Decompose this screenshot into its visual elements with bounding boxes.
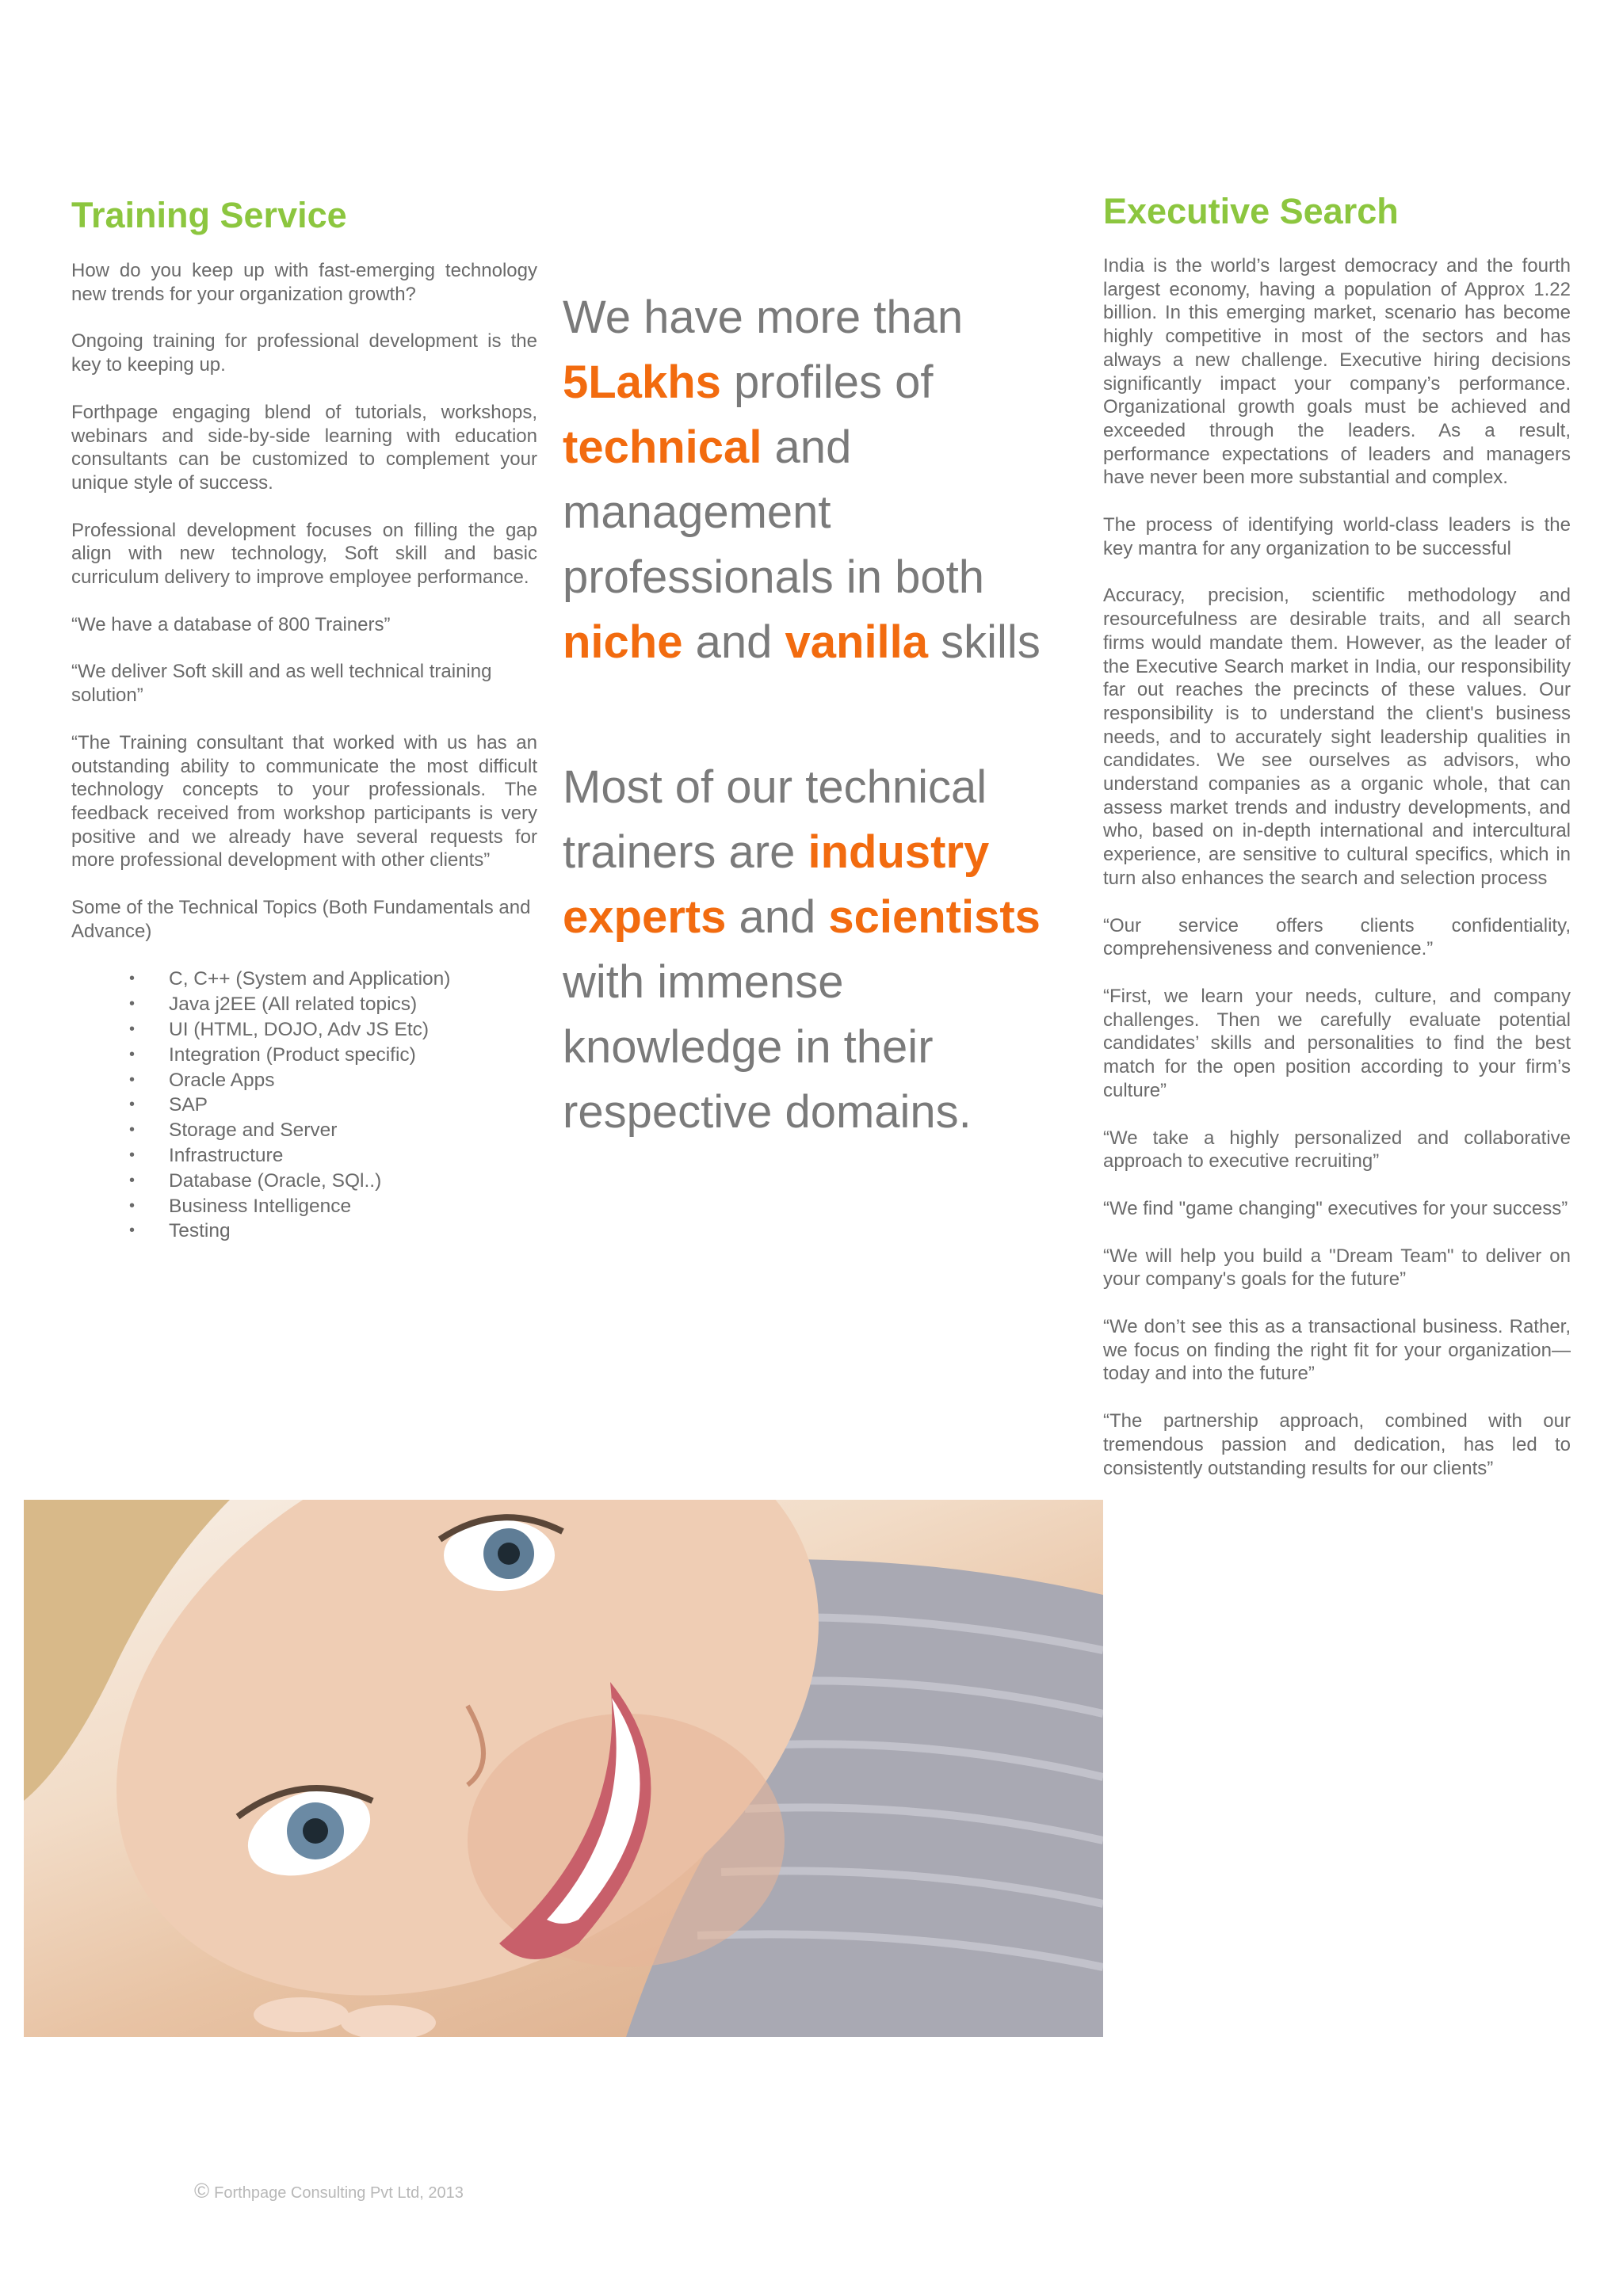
executive-paragraph: India is the world’s largest democracy and the fourth largest economy, having a population of Approx 1.22 billion. In this emerging market, scenario has become highly competitive in most of the sectors and has always a new challenge. Executive hiring decisions significantly impact your company’s performance. Organizational growth goals must be achieved and exceeded through the leaders. As a result, performance expectations of leaders and managers have never been more substantial and complex. <box>1103 255 1571 489</box>
copyright-footer <box>194 2179 464 2203</box>
executive-quote: “First, we learn your needs, culture, and company challenges. Then we carefully evaluate potential candidates’ skills and personalities to find the best match for the open position according to your firm’s culture” <box>1103 985 1571 1101</box>
bullet-icon: • <box>129 1196 136 1215</box>
topics-intro: Some of the Technical Topics (Both Fundamentals and Advance) <box>71 897 531 942</box>
list-item: • Testing <box>71 1219 537 1244</box>
profiles-statement: We have more than 5Lakhs profiles of technical and management professionals in both niche and vanilla skills <box>563 292 1041 668</box>
highlight-scientists: scientists <box>828 891 1041 943</box>
executive-search-title: Executive Search <box>1103 191 1399 231</box>
training-quote: “We have a database of 800 Trainers” <box>71 613 391 635</box>
trainers-statement: Most of our technical trainers are industry experts and scientists with immense knowledge in their respective domains. <box>563 761 1041 1138</box>
training-paragraph: Professional development focuses on filling the gap align with new technology, Soft skill and basic curriculum delivery to improve employee performance. <box>71 519 537 589</box>
highlight-niche: niche <box>563 616 683 668</box>
list-item: • Oracle Apps <box>71 1068 537 1093</box>
list-item: • Java j2EE (All related topics) <box>71 992 537 1017</box>
training-paragraph: Forthpage engaging blend of tutorials, workshops, webinars and side-by-side learning with education consultants can be customized to complement your unique style of success. <box>71 401 537 494</box>
list-item: • Business Intelligence <box>71 1194 537 1219</box>
list-item: • Database (Oracle, SQl..) <box>71 1169 537 1194</box>
training-paragraph: Ongoing training for professional development is the key to keeping up. <box>71 330 537 376</box>
training-paragraph: How do you keep up with fast-emerging technology new trends for your organization growth? <box>71 260 537 305</box>
training-quote: “The Training consultant that worked with us has an outstanding ability to communicate the most difficult technology concepts to your professionals. The feedback received from workshop participants is very positive and we already have several requests for more professional development with other clients” <box>71 731 537 871</box>
executive-quote: “We find "game changing" executives for your success” <box>1103 1197 1568 1219</box>
training-quote: “We deliver Soft skill and as well technical training solution” <box>71 661 492 707</box>
portrait-illustration <box>24 1500 1103 2037</box>
highlight-technical: technical <box>563 421 762 473</box>
training-service-column <box>71 194 537 1244</box>
copyright-icon: © <box>194 2179 210 2203</box>
list-item: • SAP <box>71 1093 537 1118</box>
bullet-icon: • <box>129 970 136 988</box>
list-item: • Storage and Server <box>71 1118 537 1143</box>
bullet-icon: • <box>129 995 136 1013</box>
executive-quote: “We don’t see this as a transactional business. Rather, we focus on finding the right fit for your organization—today and into the future” <box>1103 1316 1571 1385</box>
executive-search-column <box>1103 190 1571 1504</box>
executive-paragraph: Accuracy, precision, scientific methodology and resourcefulness are desirable traits, and all search firms would mandate them. However, as the leader of the Executive Search market in India, our responsibility far out reaches the precincts of these values. Our responsibility is to understand the client's business needs, and to accurately sight leadership qualities in candidates. We see ourselves as advisors, who understand companies as a organic whole, that can assess market trends and industry developments, and who, based on in-depth international and intercultural experience, are sensitive to cultural specifics, which in turn also enhances the search and selection process <box>1103 585 1571 889</box>
bullet-icon: • <box>129 1121 136 1139</box>
list-item: • UI (HTML, DOJO, Adv JS Etc) <box>71 1017 537 1043</box>
bullet-icon: • <box>129 1020 136 1039</box>
bullet-icon: • <box>129 1045 136 1063</box>
bullet-icon: • <box>129 1222 136 1240</box>
executive-quote: “We will help you build a "Dream Team" to deliver on your company's goals for the future” <box>1103 1245 1571 1291</box>
bullet-icon: • <box>129 1146 136 1165</box>
highlight-vanilla: vanilla <box>785 616 929 668</box>
bullet-icon: • <box>129 1096 136 1114</box>
list-item: • Infrastructure <box>71 1143 537 1169</box>
highlight-column <box>563 285 1070 1145</box>
list-item: • C, C++ (System and Application) <box>71 967 537 992</box>
list-item: • Integration (Product specific) <box>71 1043 537 1068</box>
bullet-icon: • <box>129 1070 136 1089</box>
copyright-text: Forthpage Consulting Pvt Ltd, 2013 <box>214 2184 464 2202</box>
executive-quote: “Our service offers clients confidentiality, comprehensiveness and convenience.” <box>1103 914 1571 960</box>
highlight-5lakhs: 5Lakhs <box>563 357 721 408</box>
executive-quote: “The partnership approach, combined with our tremendous passion and dedication, has led to consistently outstanding results for our clients” <box>1103 1410 1571 1479</box>
executive-paragraph: The process of identifying world-class leaders is the key mantra for any organization to be successful <box>1103 514 1571 559</box>
technical-topics-list <box>71 967 537 1244</box>
training-service-title: Training Service <box>71 195 347 235</box>
highlight-industry-experts: industry experts <box>563 826 990 943</box>
executive-quote: “We take a highly personalized and collaborative approach to executive recruiting” <box>1103 1127 1571 1173</box>
smiling-woman-photo <box>24 1500 1103 2037</box>
bullet-icon: • <box>129 1171 136 1189</box>
